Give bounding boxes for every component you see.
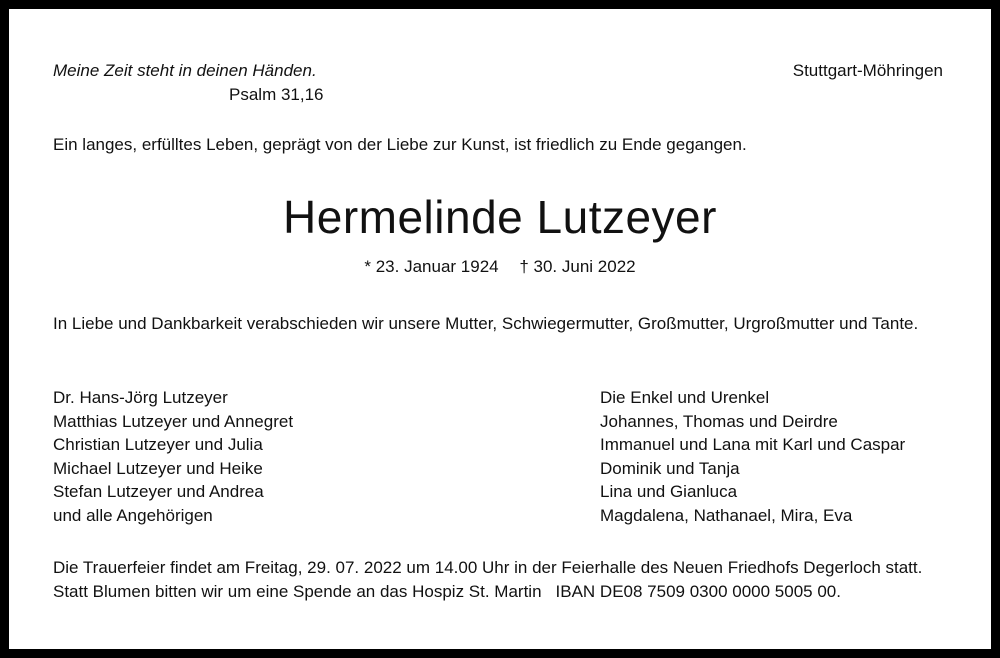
obituary-card	[9, 9, 991, 649]
iban: IBAN DE08 7509 0300 0000 5005 00.	[555, 581, 841, 601]
mourner-line: Dr. Hans-Jörg Lutzeyer	[53, 388, 228, 407]
birth-date: * 23. Januar 1924	[364, 257, 499, 276]
motto: Meine Zeit steht in deinen Händen.	[53, 61, 317, 80]
mourner-line: Johannes, Thomas und Deirdre	[600, 411, 838, 431]
mourner-line: Matthias Lutzeyer und Annegret	[53, 411, 294, 431]
place: Stuttgart-Möhringen	[792, 61, 943, 80]
death-date: † 30. Juni 2022	[519, 257, 636, 276]
funeral-notice	[53, 556, 922, 603]
life-dates	[9, 257, 991, 277]
mourners-right	[600, 386, 905, 527]
donation-line	[53, 580, 922, 604]
mourner-line: Stefan Lutzeyer und Andrea	[53, 482, 264, 501]
deceased-name: Hermelinde Lutzeyer	[283, 191, 717, 243]
mourner-line: Die Enkel und Urenkel	[600, 388, 770, 407]
mourner-line: Magdalena, Nathanael, Mira, Eva	[600, 505, 853, 525]
mourner-line: und alle Angehörigen	[53, 505, 213, 525]
psalm-reference: Psalm 31,16	[229, 85, 324, 104]
mourner-line: Immanuel und Lana mit Karl und Caspar	[600, 435, 906, 454]
farewell-text: In Liebe und Dankbarkeit verabschieden wir unsere Mutter, Schwiegermutter, Großmutter, Urgroßmutter und Tante.	[53, 314, 919, 333]
mourner-line: Lina und Gianluca	[600, 482, 738, 501]
mourners-left	[53, 386, 293, 527]
ceremony-text: Die Trauerfeier findet am Freitag, 29. 07. 2022 um 14.00 Uhr in der Feierhalle des Neuen Friedhofs Degerloch statt.	[53, 558, 923, 577]
donation-text: Statt Blumen bitten wir um eine Spende an das Hospiz St. Martin	[53, 581, 542, 601]
intro-text: Ein langes, erfülltes Leben, geprägt von der Liebe zur Kunst, ist friedlich zu Ende gegangen.	[53, 135, 747, 154]
mourner-line: Christian Lutzeyer und Julia	[53, 435, 263, 454]
mourner-line: Michael Lutzeyer und Heike	[53, 458, 263, 478]
mourner-line: Dominik und Tanja	[600, 458, 740, 478]
